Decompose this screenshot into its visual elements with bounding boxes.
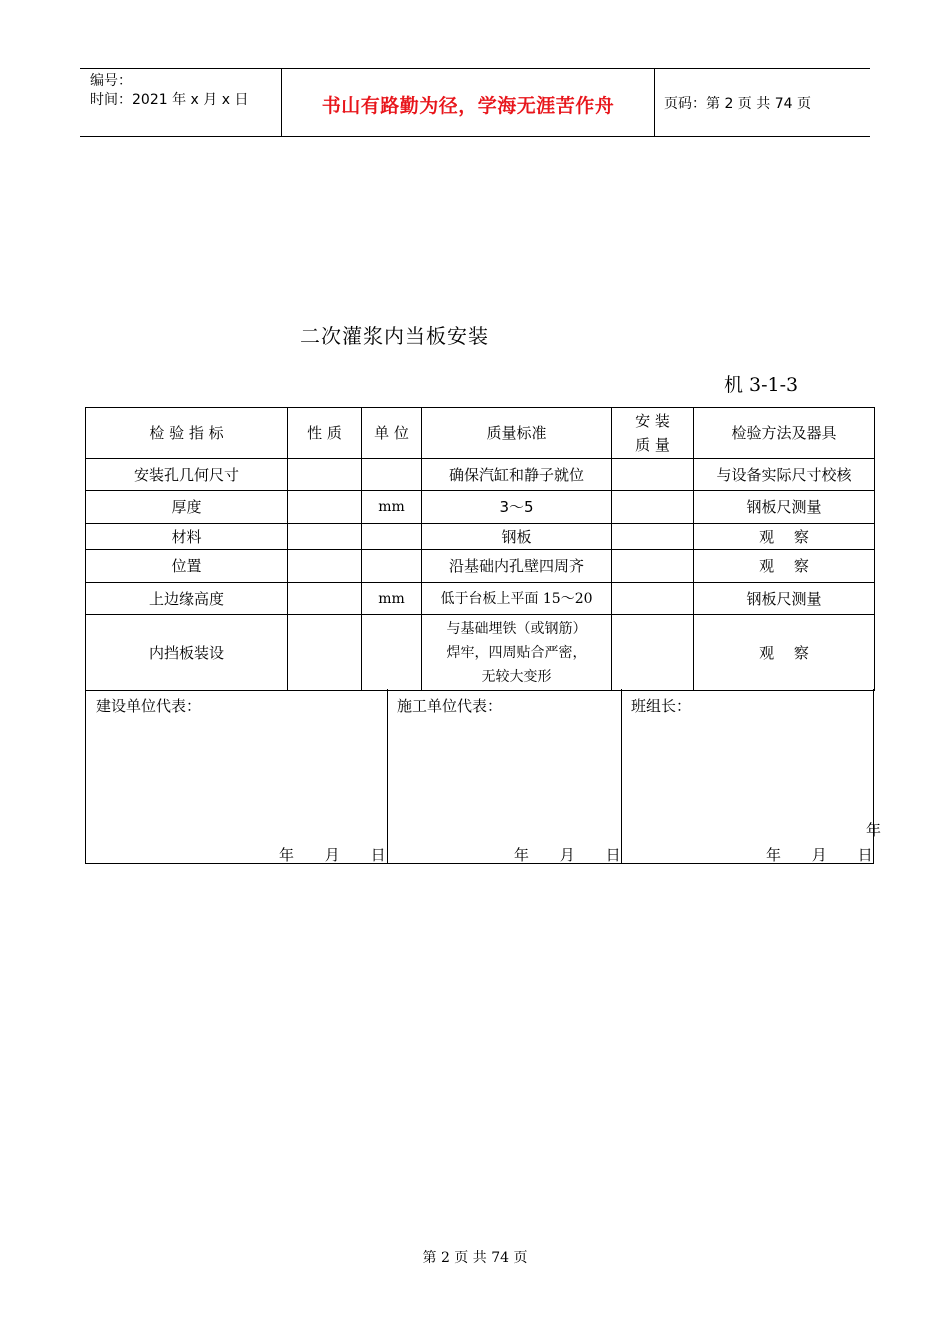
contractor-rep-label: 施工单位代表：	[397, 697, 503, 715]
cell-method: 观 察	[694, 615, 875, 691]
table-row	[86, 491, 875, 524]
cell-item: 材料	[86, 524, 288, 550]
owner-rep-label: 建设单位代表：	[96, 697, 202, 715]
cell-unit	[362, 524, 422, 550]
cell-nature	[288, 615, 362, 691]
date-day: 日	[370, 846, 386, 864]
table-row	[86, 459, 875, 491]
cell-method: 钢板尺测量	[694, 491, 875, 524]
date-year: 年	[279, 846, 295, 864]
page-footer: 第 2 页 共 74 页	[422, 1250, 528, 1266]
cell-standard: 钢板	[422, 524, 612, 550]
cell-item: 上边缘高度	[86, 583, 288, 615]
cell-quality	[612, 615, 694, 691]
header-divider	[654, 69, 655, 136]
cell-item: 厚度	[86, 491, 288, 524]
header-nature: 性 质	[288, 408, 362, 459]
standard-line: 与基础埋铁（或钢筋）	[446, 620, 587, 637]
cell-unit: mm	[362, 491, 422, 524]
cell-quality	[612, 459, 694, 491]
stray-year-text: 年	[866, 821, 882, 839]
cell-item: 内挡板装设	[86, 615, 288, 691]
date-day: 日	[605, 846, 621, 864]
cell-quality	[612, 583, 694, 615]
cell-standard: 沿基础内孔壁四周齐	[422, 550, 612, 583]
date-year: 年	[766, 846, 782, 864]
header-quality-line: 质 量	[635, 436, 670, 454]
cell-item: 位置	[86, 550, 288, 583]
signature-divider	[387, 689, 388, 863]
header-quality	[612, 408, 694, 459]
table-header-row	[86, 408, 875, 459]
owner-date	[279, 844, 386, 865]
header-motto: 书山有路勤为径，学海无涯苦作舟	[321, 95, 615, 117]
team-leader-label: 班组长：	[631, 697, 692, 715]
header-page-info: 页码：第 2 页 共 74 页	[664, 96, 811, 112]
cell-standard: 低于台板上平面 15～20	[422, 583, 612, 615]
date-month: 月	[324, 846, 340, 864]
document-code: 机 3-1-3	[724, 374, 799, 396]
table-row	[86, 615, 875, 691]
cell-quality	[612, 491, 694, 524]
table-row	[86, 524, 875, 550]
cell-item: 安装孔几何尺寸	[86, 459, 288, 491]
cell-method: 与设备实际尺寸校核	[694, 459, 875, 491]
date-year: 年	[514, 846, 530, 864]
signature-block	[85, 689, 874, 864]
cell-method: 钢板尺测量	[694, 583, 875, 615]
standard-line: 无较大变形	[481, 668, 552, 685]
number-label: 编号：	[90, 73, 132, 89]
table-row	[86, 583, 875, 615]
cell-standard: 3～5	[422, 491, 612, 524]
cell-unit	[362, 615, 422, 691]
signature-divider	[621, 689, 622, 863]
cell-standard: 确保汽缸和静子就位	[422, 459, 612, 491]
cell-nature	[288, 459, 362, 491]
cell-unit	[362, 550, 422, 583]
team-date	[766, 844, 873, 865]
cell-quality	[612, 524, 694, 550]
date-month: 月	[811, 846, 827, 864]
date-month: 月	[559, 846, 575, 864]
document-title: 二次灌浆内当板安装	[300, 324, 489, 348]
cell-standard	[422, 615, 612, 691]
cell-quality	[612, 550, 694, 583]
table-row	[86, 550, 875, 583]
cell-method: 观 察	[694, 550, 875, 583]
header-standard: 质量标准	[422, 408, 612, 459]
time-label: 时间：2021 年 x 月 x 日	[90, 92, 249, 108]
cell-nature	[288, 550, 362, 583]
cell-unit: mm	[362, 583, 422, 615]
header-meta	[90, 72, 248, 110]
page-header	[80, 68, 870, 137]
cell-nature	[288, 524, 362, 550]
date-day: 日	[857, 846, 873, 864]
cell-method: 观 察	[694, 524, 875, 550]
cell-nature	[288, 491, 362, 524]
standard-line: 焊牢，四周贴合严密，	[446, 644, 587, 661]
header-item: 检 验 指 标	[86, 408, 288, 459]
contractor-date	[514, 844, 621, 865]
cell-unit	[362, 459, 422, 491]
header-unit: 单 位	[362, 408, 422, 459]
header-method: 检验方法及器具	[694, 408, 875, 459]
header-quality-line: 安 装	[635, 412, 670, 430]
cell-nature	[288, 583, 362, 615]
inspection-table	[85, 407, 875, 691]
